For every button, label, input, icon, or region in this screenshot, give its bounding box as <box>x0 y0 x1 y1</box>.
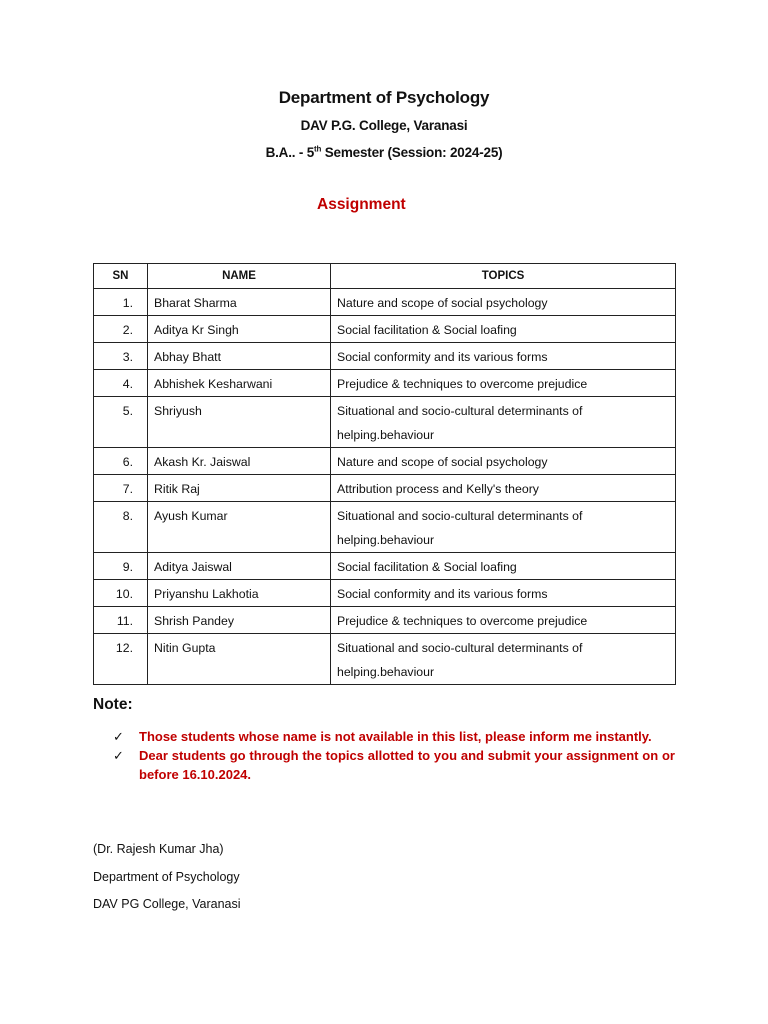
header-name: NAME <box>148 264 331 289</box>
name-cell: Aditya Kr Singh <box>148 316 331 343</box>
sn-cell: 10. <box>94 580 148 607</box>
name-cell: Abhishek Kesharwani <box>148 370 331 397</box>
checkmark-icon: ✓ <box>113 729 124 744</box>
name-cell: Akash Kr. Jaiswal <box>148 448 331 475</box>
name-cell: Shriyush <box>148 397 331 448</box>
semester-line <box>0 145 768 160</box>
sn-cell: 1. <box>94 289 148 316</box>
table-row <box>94 634 676 685</box>
college-title: DAV P.G. College, Varanasi <box>300 118 468 133</box>
sn-cell: 2. <box>94 316 148 343</box>
topic-cell: Situational and socio-cultural determinants of helping.behaviour <box>331 634 676 685</box>
topic-cell: Prejudice & techniques to overcome prejudice <box>331 607 676 634</box>
assignment-table <box>93 263 676 685</box>
table-row <box>94 607 676 634</box>
sn-cell: 9. <box>94 553 148 580</box>
table-row <box>94 553 676 580</box>
semester-prefix: B.A.. - 5 <box>265 145 315 160</box>
sn-cell: 12. <box>94 634 148 685</box>
table-row <box>94 580 676 607</box>
note-item <box>113 746 675 784</box>
table-row <box>94 502 676 553</box>
table-body <box>94 289 676 685</box>
semester-suffix: Semester (Session: 2024-25) <box>321 145 503 160</box>
sn-cell: 5. <box>94 397 148 448</box>
name-cell: Priyanshu Lakhotia <box>148 580 331 607</box>
topic-cell: Prejudice & techniques to overcome prejudice <box>331 370 676 397</box>
sn-cell: 8. <box>94 502 148 553</box>
note-list <box>113 727 675 784</box>
note-text: Dear students go through the topics allotted to you and submit your assignment on or before 16.10.2024. <box>139 748 675 782</box>
signature-college: DAV PG College, Varanasi <box>93 897 241 911</box>
table-row <box>94 397 676 448</box>
topic-cell: Social facilitation & Social loafing <box>331 553 676 580</box>
topic-cell: Situational and socio-cultural determinants of helping.behaviour <box>331 502 676 553</box>
table-row <box>94 316 676 343</box>
checkmark-icon: ✓ <box>113 748 124 763</box>
sn-cell: 7. <box>94 475 148 502</box>
name-cell: Bharat Sharma <box>148 289 331 316</box>
table-row <box>94 343 676 370</box>
signature-department: Department of Psychology <box>93 870 240 884</box>
name-cell: Nitin Gupta <box>148 634 331 685</box>
name-cell: Abhay Bhatt <box>148 343 331 370</box>
topic-cell: Social conformity and its various forms <box>331 343 676 370</box>
header-sn: SN <box>94 264 148 289</box>
semester-superscript: th <box>314 144 322 154</box>
table-header-row <box>94 264 676 289</box>
table-row <box>94 289 676 316</box>
name-cell: Shrish Pandey <box>148 607 331 634</box>
topic-cell: Nature and scope of social psychology <box>331 289 676 316</box>
table-row <box>94 475 676 502</box>
table-row <box>94 370 676 397</box>
table-row <box>94 448 676 475</box>
signature-name: (Dr. Rajesh Kumar Jha) <box>93 842 224 856</box>
department-title: Department of Psychology <box>278 88 490 107</box>
name-cell: Ayush Kumar <box>148 502 331 553</box>
topic-cell: Social conformity and its various forms <box>331 580 676 607</box>
sn-cell: 4. <box>94 370 148 397</box>
note-text: Those students whose name is not available in this list, please inform me instantly. <box>139 729 652 744</box>
name-cell: Aditya Jaiswal <box>148 553 331 580</box>
assignment-heading: Assignment <box>317 196 406 213</box>
name-cell: Ritik Raj <box>148 475 331 502</box>
topic-cell: Attribution process and Kelly's theory <box>331 475 676 502</box>
sn-cell: 6. <box>94 448 148 475</box>
sn-cell: 3. <box>94 343 148 370</box>
topic-cell: Situational and socio-cultural determinants of helping.behaviour <box>331 397 676 448</box>
header-topics: TOPICS <box>331 264 676 289</box>
topic-cell: Nature and scope of social psychology <box>331 448 676 475</box>
topic-cell: Social facilitation & Social loafing <box>331 316 676 343</box>
note-label: Note: <box>93 696 133 713</box>
note-item <box>113 727 675 746</box>
sn-cell: 11. <box>94 607 148 634</box>
